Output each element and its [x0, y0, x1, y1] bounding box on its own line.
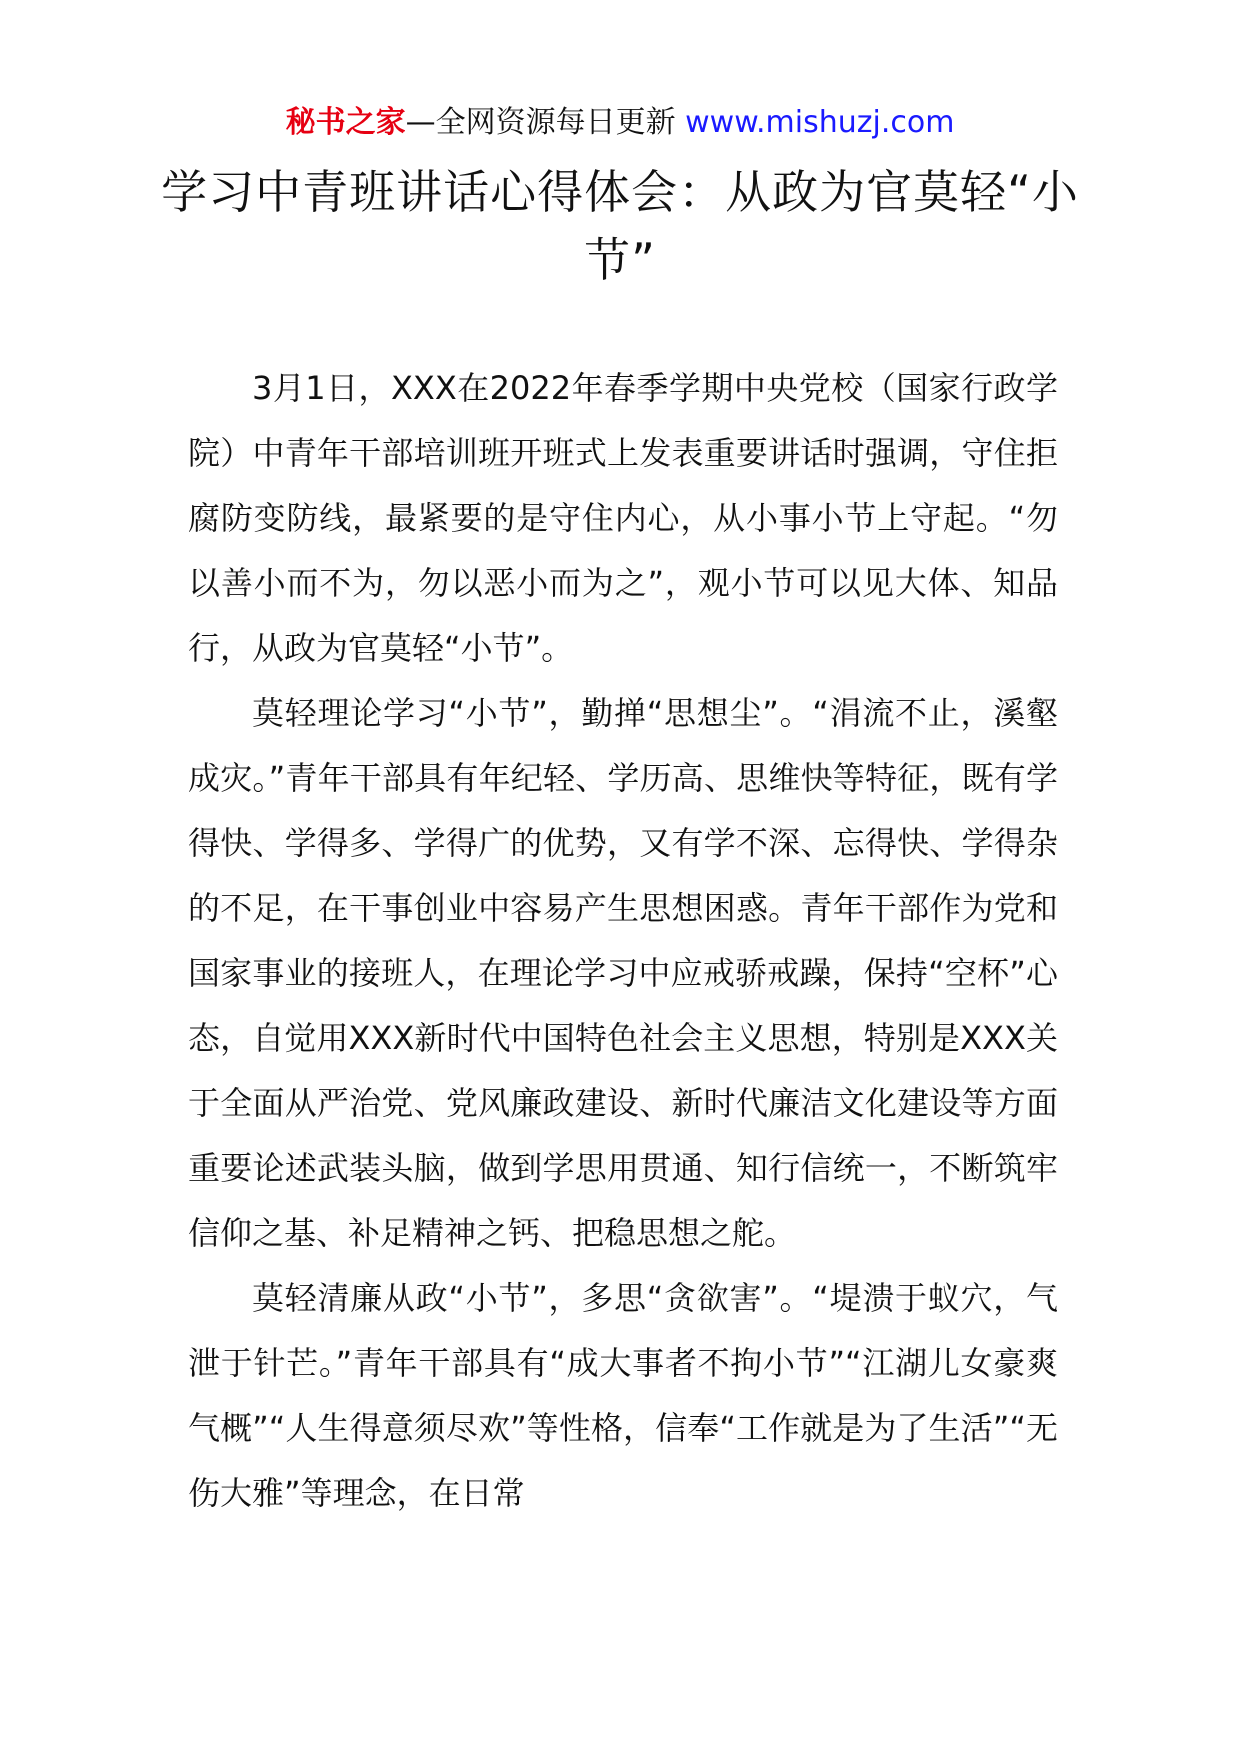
site-header-banner [0, 100, 1240, 146]
site-url-link[interactable]: www.mishuzj.com [685, 105, 955, 140]
paragraph-theory-study: 莫轻理论学习“小节”，勤掸“思想尘”。“涓流不止，溪壑成灾。”青年干部具有年纪轻、学历高、思维快等特征，既有学得快、学得多、学得广的优势，又有学不深、忘得快、学得杂的不足，在干事创业中容易产生思想困惑。青年干部作为党和国家事业的接班人，在理论学习中应戒骄戒躁，保持“空杯”心态，自觉用XXX新时代中国特色社会主义思想，特别是XXX关于全面从严治党、党风廉政建设、新时代廉洁文化建设等方面重要论述武装头脑，做到学思用贯通、知行信统一，不断筑牢信仰之基、补足精神之钙、把稳思想之舵。 [188, 694, 1058, 1252]
paragraph-intro: 3月1日，XXX在2022年春季学期中央党校（国家行政学院）中青年干部培训班开班式上发表重要讲话时强调，守住拒腐防变防线，最紧要的是守住内心，从小事小节上守起。“勿以善小而不为，勿以恶小而为之”，观小节可以见大体、知品行，从政为官莫轻“小节”。 [188, 369, 1058, 667]
site-tagline: —全网资源每日更新 [405, 105, 686, 140]
document-title: 学习中青班讲话心得体会：从政为官莫轻“小节” [161, 165, 1079, 287]
paragraph-clean-governance: 莫轻清廉从政“小节”，多思“贪欲害”。“堤溃于蚁穴，气泄于针芒。”青年干部具有“成大事者不拘小节”“江湖儿女豪爽气概”“人生得意须尽欢”等性格，信奉“工作就是为了生活”“无伤大雅”等理念，在日常 [188, 1279, 1058, 1512]
site-brand: 秘书之家 [285, 105, 406, 140]
document-body [188, 356, 1058, 1526]
